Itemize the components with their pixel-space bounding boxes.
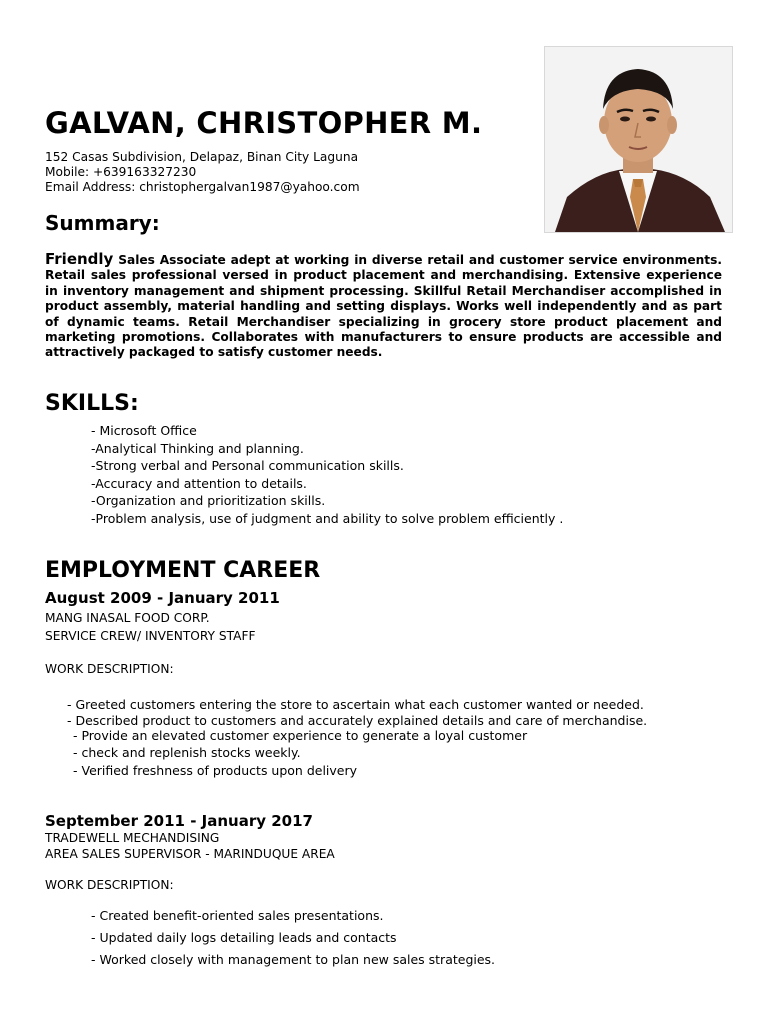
work-description-label: WORK DESCRIPTION:	[45, 662, 174, 676]
job-position: SERVICE CREW/ INVENTORY STAFF	[45, 629, 256, 643]
duty-item: - Updated daily logs detailing leads and contacts	[91, 930, 397, 945]
duty-item: - Created benefit-oriented sales presentations.	[91, 908, 384, 923]
skill-item: -Strong verbal and Personal communication skills.	[91, 458, 404, 473]
job-company: MANG INASAL FOOD CORP.	[45, 611, 210, 625]
duty-item: - Greeted customers entering the store to ascertain what each customer wanted or needed.	[67, 697, 644, 712]
duty-item: - Provide an elevated customer experience to generate a loyal customer	[73, 728, 528, 743]
job-dates: September 2011 - January 2017	[45, 812, 313, 830]
candidate-name: GALVAN, CHRISTOPHER M.	[45, 106, 483, 140]
employment-heading: EMPLOYMENT CAREER	[45, 558, 321, 583]
duty-item: - Described product to customers and accurately explained details and care of merchandise.	[67, 713, 648, 728]
skill-item: -Problem analysis, use of judgment and ability to solve problem efficiently .	[91, 510, 564, 526]
skills-heading: SKILLS:	[45, 391, 139, 416]
contact-block	[45, 150, 360, 195]
address-line: 152 Casas Subdivision, Delapaz, Binan City Laguna	[45, 150, 359, 164]
duty-item: - Worked closely with management to plan new sales strategies.	[91, 952, 496, 967]
summary-paragraph	[45, 252, 722, 361]
job-company: TRADEWELL MECHANDISING	[45, 831, 220, 845]
skill-item: -Analytical Thinking and planning.	[91, 440, 304, 456]
job-position: AREA SALES SUPERVISOR - MARINDUQUE AREA	[45, 847, 335, 861]
skills-list	[91, 422, 563, 527]
mobile-line: Mobile: +639163327230	[45, 165, 197, 179]
job-dates: August 2009 - January 2011	[45, 589, 280, 607]
duty-item: - Verified freshness of products upon delivery	[73, 763, 358, 778]
person-portrait-icon	[545, 47, 732, 232]
work-description-label: WORK DESCRIPTION:	[45, 878, 174, 892]
summary-heading: Summary:	[45, 211, 160, 235]
skill-item: -Accuracy and attention to details.	[91, 475, 307, 491]
summary-lead-word: Friendly	[45, 250, 114, 268]
profile-photo	[544, 46, 733, 233]
skill-item: -Organization and prioritization skills.	[91, 493, 326, 508]
duty-item: - check and replenish stocks weekly.	[73, 745, 301, 760]
summary-text: Sales Associate adept at working in diverse retail and customer service environments. Retail sales professional versed in product placement and merchandising. Extensive experience in inventory management and shipment processing. Skillful Retail Merchandiser accomplished in product assembly, material handling and setting displays. Works well independently and as part of dynamic teams. Retail Merchandiser specializing in grocery store product placement and marketing promotions. Collaborates with manufacturers to ensure products are accessible and attractively packaged to satisfy customer needs.	[45, 253, 722, 360]
skill-item: - Microsoft Office	[91, 423, 197, 438]
email-line: Email Address: christophergalvan1987@yahoo.com	[45, 180, 360, 194]
